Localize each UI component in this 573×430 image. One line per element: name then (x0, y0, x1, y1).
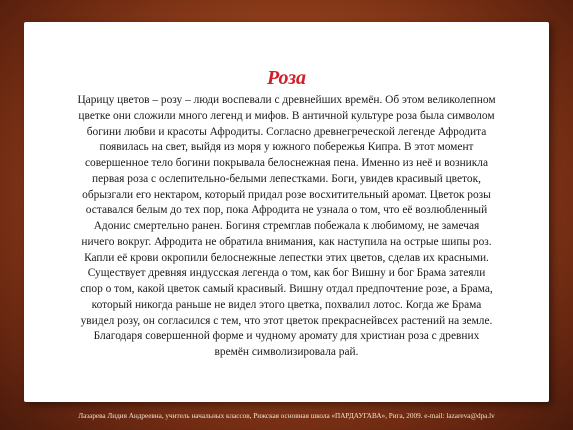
text-line: который никогда раньше не видел этого цветка, похвалил лотос. Когда же Брама (91, 298, 482, 311)
text-line: совершенное тело богини покрывала белоснежная пена. Именно из неё и возникла (84, 157, 489, 169)
text-line: богини любви и красоты Афродиты. Согласно древнегреческой легенде Афродита (86, 125, 487, 138)
text-line: оставался белым до тех пор, пока Афродита не узнала о том, что её возлюбленный (85, 204, 488, 217)
legend-text (32, 93, 541, 361)
text-line: Существует древняя индусская легенда о том, как бог Вишну и бог Брама затеяли (87, 267, 486, 280)
slide-title: Роза (266, 67, 307, 89)
text-line: появилась на свет, выйдя из моря у южного побережья Кипра. В этот момент (99, 141, 474, 154)
text-line: Царицу цветов – розу – люди воспевали с древнейших времён. Об этом великолепном (77, 94, 496, 106)
content-card (24, 22, 549, 402)
text-line: первая роза с ослепительно-белыми лепестками. Боги, увидев красивый цветок, (92, 172, 481, 185)
text-line: Благодаря совершенной форме и чудному аромату для христиан роза с древних (93, 330, 480, 343)
author-footer: Лазарева Лидия Андреевна, учитель начальных классов, Рижская основная школа «ПАРДАУГАВА», Рига, 2009. e-mail: lazareva@dpa.lv (78, 412, 495, 420)
text-line: увидел розу, он согласился с тем, что этот цветок прекраснейвсех растений на земле. (80, 314, 493, 327)
text-line: спор о том, какой цветок самый красивый. Вишну отдал предпочтение розе, а Брама, (80, 283, 493, 295)
text-line: Адонис смертельно ранен. Богиня стремглав побежала к любимому, не замечая (93, 220, 480, 232)
text-line: времён символизировала рай. (214, 346, 359, 358)
text-line: Капли её крови окропили белоснежные лепестки этих цветов, сделав их красными. (84, 251, 489, 264)
text-line: обрызгали его нектаром, который придал розе восхитительный аромат. Цветок розы (82, 188, 491, 201)
text-line: цветке они сложили много легенд и мифов. В античной культуре роза была символом (78, 109, 495, 122)
text-line: ничего вокруг. Афродита не обратила внимания, как наступила на острые шипы роз. (81, 235, 492, 248)
